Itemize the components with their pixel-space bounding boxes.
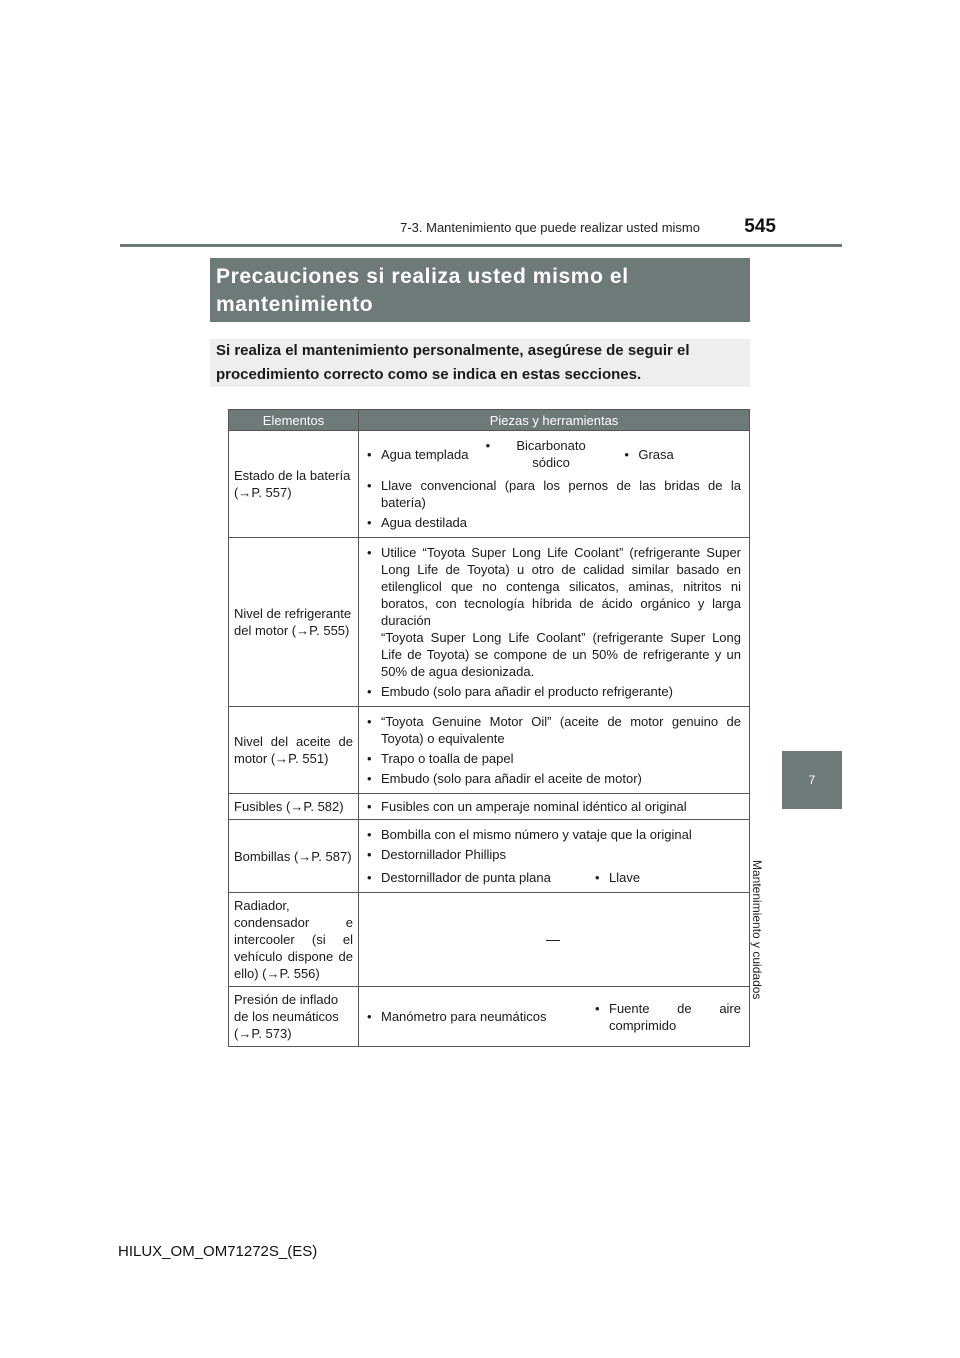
table-row xyxy=(229,431,750,538)
element-cell: Radiador, condensador e intercooler (si el vehículo dispone de ello) (→P. 556) xyxy=(229,893,359,987)
list-item: • Utilice “Toyota Super Long Life Coolant” (refrigerante Super Long Life de Toyota) u otro de calidad similar basado en etilenglicol que no contenga silicatos, aminas, nitritos ni boratos, con tecnología híbrida de ácido orgánico y larga duración “Toyota Super Long Life Coolant” (refrigerante Super Long Life de Toyota) se compone de un 50% de refrigerante y un 50% de agua desionizada. xyxy=(367,545,741,679)
list-item: • Destornillador de punta plana xyxy=(367,870,551,885)
parts-cell xyxy=(359,431,750,538)
list-item: • Agua destilada xyxy=(367,515,468,530)
intro-text: Si realiza el mantenimiento personalmente, asegúrese de seguir el procedimiento correcto como se indica en estas secciones. xyxy=(210,339,750,387)
list-item: • Embudo (solo para añadir el producto refrigerante) xyxy=(367,684,673,699)
table-row xyxy=(229,538,750,707)
coolant-note: “Toyota Super Long Life Coolant” (refrigerante Super Long Life de Toyota) se compone de un 50% de refrigerante y un 50% de agua desionizada. xyxy=(381,630,741,679)
list-item: • Bicarbonato sódico xyxy=(485,438,586,470)
list-item: • Fusibles con un amperaje nominal idéntico al original xyxy=(367,799,687,814)
list-item: • Embudo (solo para añadir el aceite de motor) xyxy=(367,771,642,786)
parts-cell xyxy=(359,707,750,794)
element-cell: Nivel del aceite de motor (→P. 551) xyxy=(229,707,359,794)
list-item: • Manómetro para neumáticos xyxy=(367,1009,547,1024)
inline-items xyxy=(365,997,741,1037)
coolant-spec: Utilice “Toyota Super Long Life Coolant” (refrigerante Super Long Life de Toyota) u otro de calidad similar basado en etilenglicol que no contenga silicatos, aminas, nitritos ni boratos, con tecnología híbrida de ácido orgánico y larga duración xyxy=(381,545,741,628)
element-cell: Estado de la batería (→P. 557) xyxy=(229,431,359,538)
parts-cell xyxy=(359,987,750,1047)
header-piezas: Piezas y herramientas xyxy=(359,410,750,431)
chapter-tab[interactable]: 7 xyxy=(782,751,842,809)
parts-cell-empty xyxy=(359,893,750,987)
header-elementos: Elementos xyxy=(229,410,359,431)
parts-cell xyxy=(359,794,750,820)
table-row xyxy=(229,987,750,1047)
header-section-text: 7-3. Mantenimiento que puede realizar usted mismo xyxy=(400,220,700,235)
inline-items xyxy=(365,434,741,474)
element-cell: Bombillas (→P. 587) xyxy=(229,820,359,893)
chapter-side-label: Mantenimiento y cuidados xyxy=(750,860,764,1000)
element-cell: Presión de inflado de los neumáticos (→P. 573) xyxy=(229,987,359,1047)
list-item: • Llave xyxy=(595,870,641,885)
parts-cell xyxy=(359,538,750,707)
list-item: • Bombilla con el mismo número y vataje que la original xyxy=(367,827,692,842)
dash-mark xyxy=(546,940,560,941)
list-item: • “Toyota Genuine Motor Oil” (aceite de motor genuino de Toyota) o equivalente xyxy=(367,714,741,746)
list-item: • Trapo o toalla de papel xyxy=(367,751,514,766)
table-header-row xyxy=(229,410,750,431)
page-number: 545 xyxy=(744,216,776,237)
inline-items xyxy=(365,866,741,889)
element-cell: Nivel de refrigerante del motor (→P. 555) xyxy=(229,538,359,707)
table-row xyxy=(229,893,750,987)
list-item: • Grasa xyxy=(624,446,674,462)
parts-table xyxy=(228,409,750,1047)
table-row xyxy=(229,820,750,893)
footer-code: HILUX_OM_OM71272S_(ES) xyxy=(118,1243,318,1260)
table-row xyxy=(229,707,750,794)
element-cell: Fusibles (→P. 582) xyxy=(229,794,359,820)
header-rule xyxy=(120,244,842,247)
table-row xyxy=(229,794,750,820)
parts-cell xyxy=(359,820,750,893)
list-item: • Agua templada xyxy=(367,446,469,462)
list-item: • Llave convencional (para los pernos de las bridas de la batería) xyxy=(367,478,741,510)
section-title: Precauciones si realiza usted mismo el mantenimiento xyxy=(210,258,750,322)
list-item: • Destornillador Phillips xyxy=(367,847,506,862)
list-item: • Fuente de aire comprimido xyxy=(595,1000,741,1033)
